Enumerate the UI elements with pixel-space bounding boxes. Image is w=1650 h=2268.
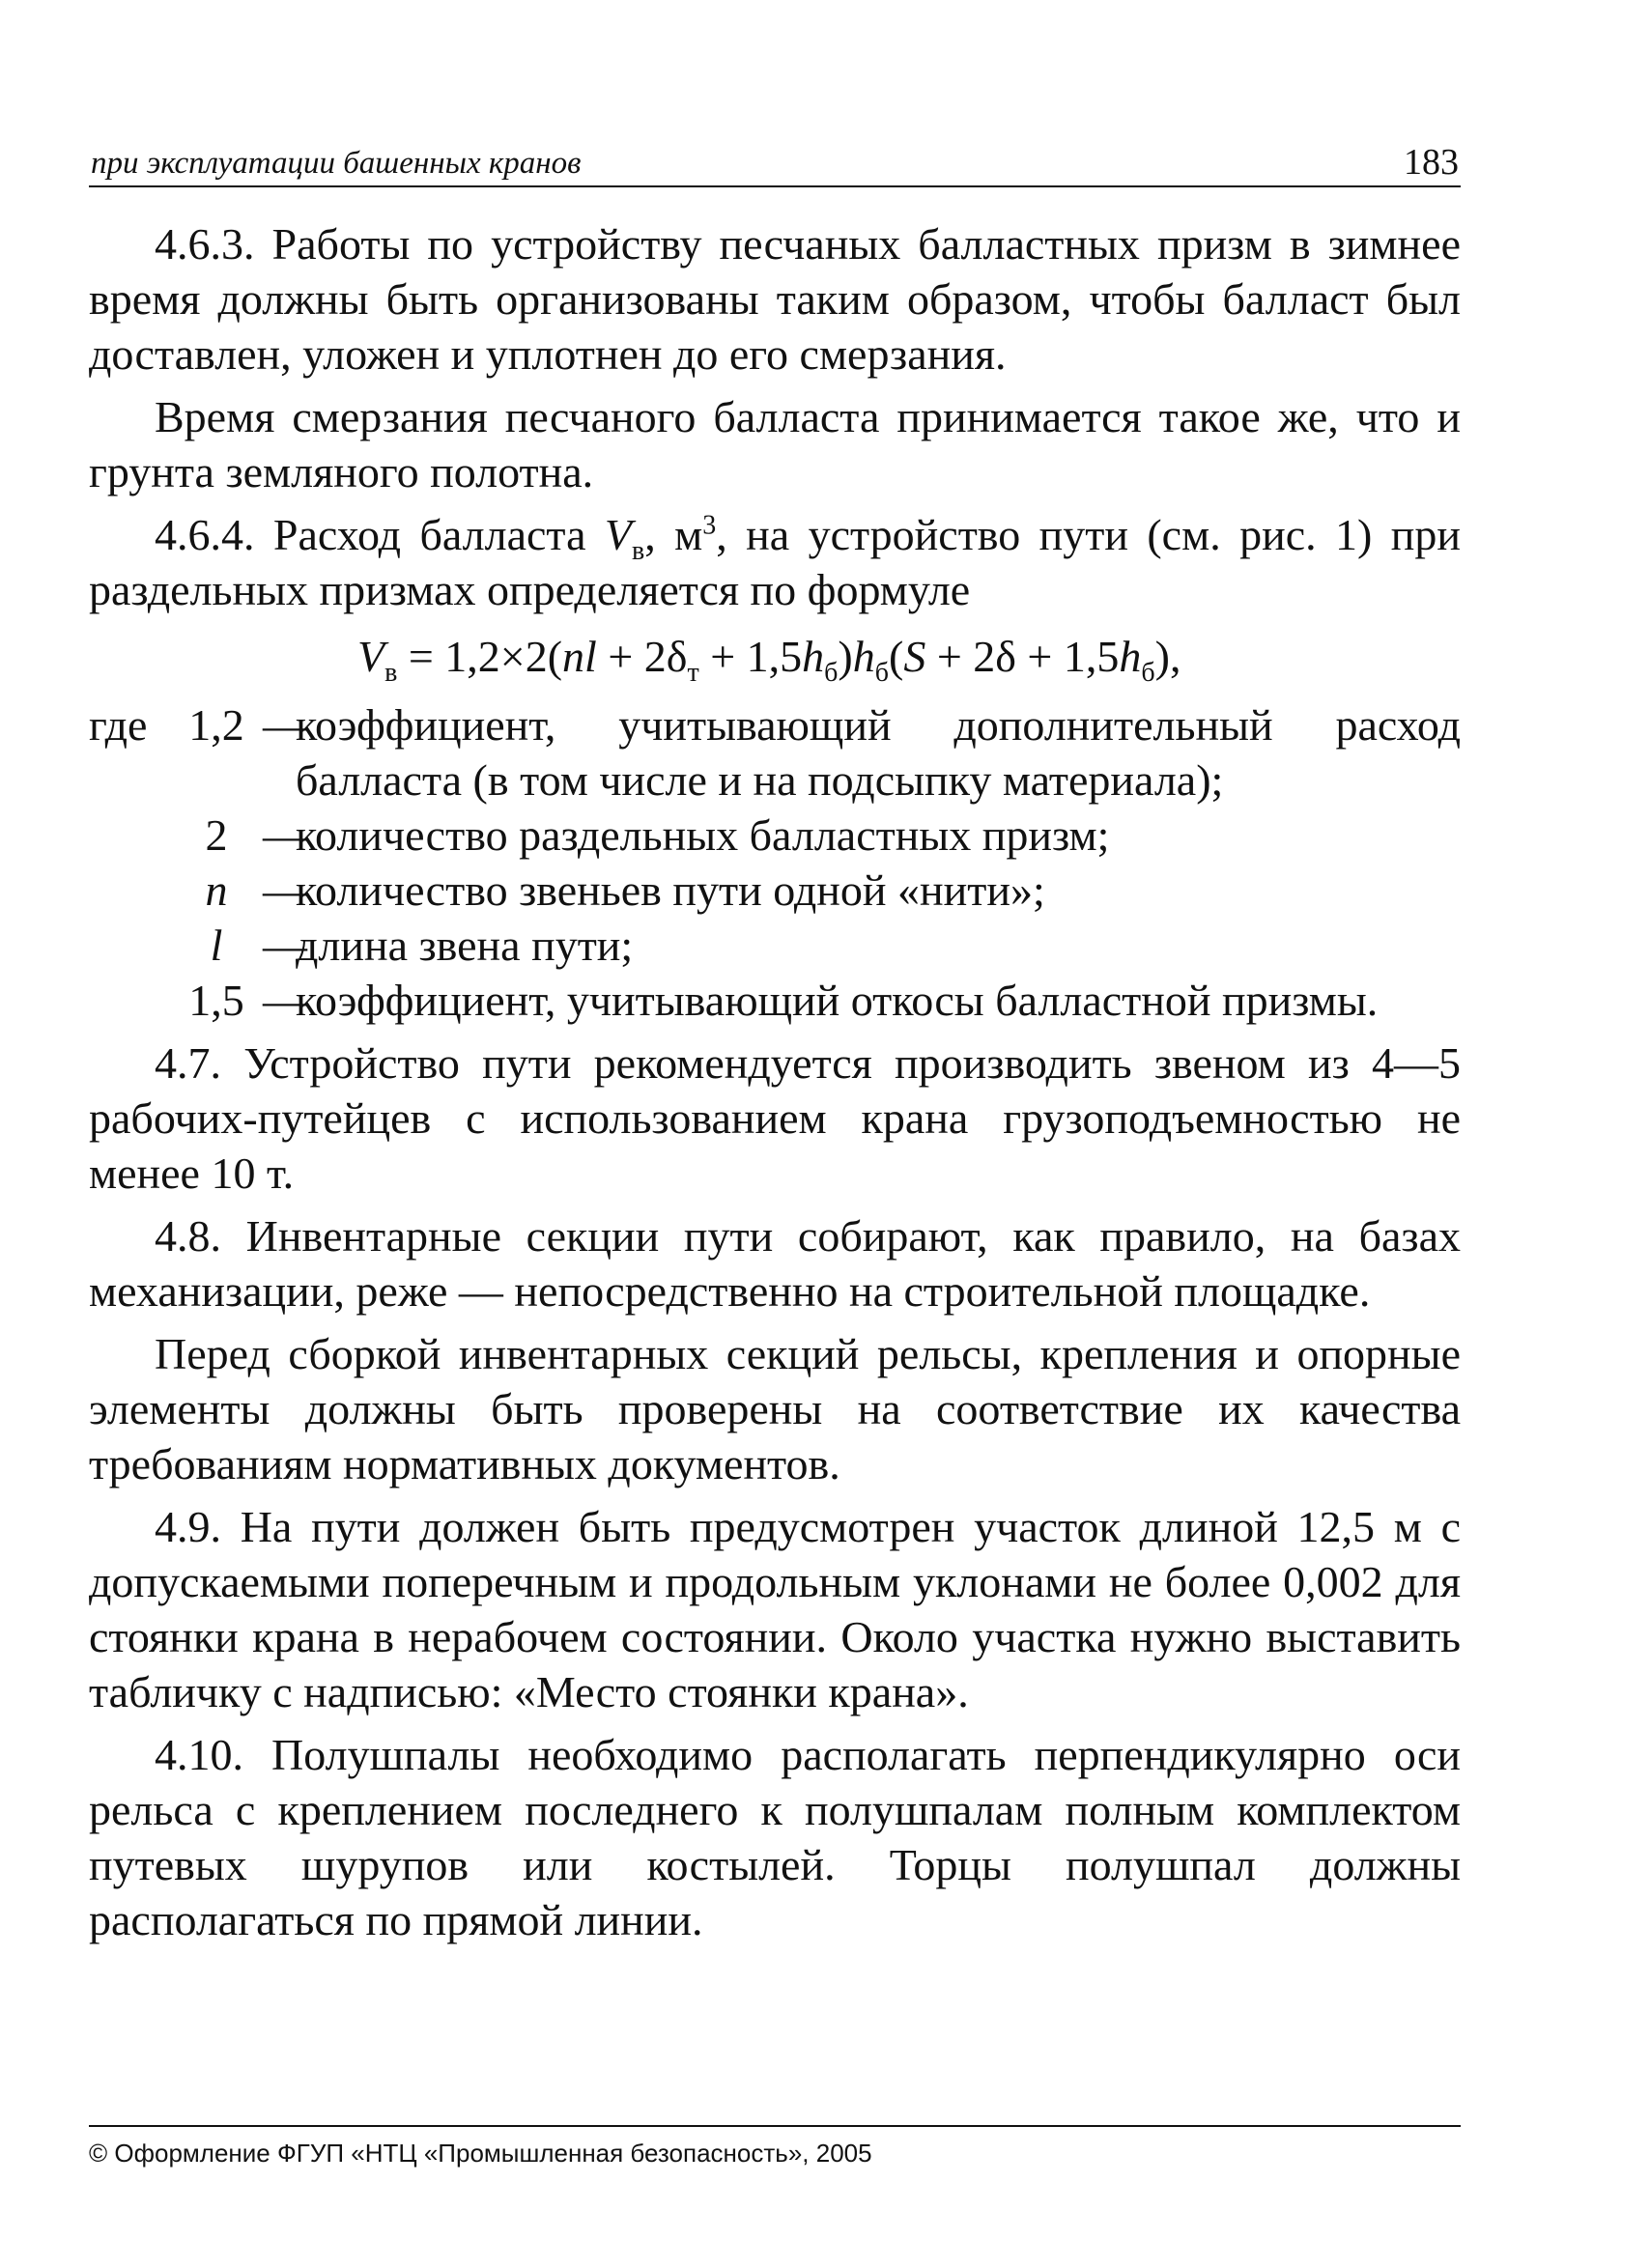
paragraph-4-8: 4.8. Инвентарные секции пути собирают, как правило, на базах механизации, реже — непосредственно на строительной площадке. (89, 1211, 1461, 1316)
definition-symbol: 2 (205, 810, 228, 860)
definition-text: количество звеньев пути одной «нити»; (296, 865, 1045, 915)
definition-item: где 1,2 — коэффициент, учитывающий дополнительный расход балласта (в том числе и на подсыпку материала); (89, 697, 1461, 808)
paragraph-4-6-4: 4.6.4. Расход балласта $V_в$, $м^3$, на устройство пути (см. рис. 1) при раздельных призмах определяется по формуле (89, 510, 1461, 614)
page-body (89, 216, 1461, 1955)
paragraph-4-9: 4.9. На пути должен быть предусмотрен участок длиной 12,5 м с допускаемыми поперечным и продольным уклонами не более 0,002 для стоянки крана в нерабочем состоянии. Около участка нужно выставить табличку с надписью: «Место стоянки крана». (89, 1502, 1461, 1716)
page-header (89, 137, 1461, 187)
definition-item: 2 — количество раздельных балластных призм; (89, 808, 1461, 863)
definition-symbol: l (210, 921, 223, 970)
definition-item: l — длина звена пути; (89, 918, 1461, 973)
paragraph-4-10: 4.10. Полушпалы необходимо располагать перпендикулярно оси рельса с креплением последнего к полушпалам полным комплектом путевых шурупов или костылей. Торцы полушпал должны располагаться по прямой линии. (89, 1730, 1461, 1944)
definition-symbol: n (205, 865, 228, 915)
paragraph-4-6-3: 4.6.3. Работы по устройству песчаных балластных призм в зимнее время должны быть организованы таким образом, чтобы балласт был доставлен, уложен и уплотнен до его смерзания. (89, 219, 1461, 379)
page-number: 183 (1404, 142, 1459, 183)
footer-rule (89, 2125, 1461, 2127)
copyright-footer: © Оформление ФГУП «НТЦ «Промышленная безопасность», 2005 (89, 2139, 872, 2168)
definition-item: n — количество звеньев пути одной «нити»; (89, 863, 1461, 918)
ballast-formula: $V_в = 1,2\times 2(nl + 2\delta_т + 1,5h_б)h_б(S + 2\delta + 1,5h_б)$, (357, 632, 1181, 689)
paragraph-4-7: 4.7. Устройство пути рекомендуется производить звеном из 4—5 рабочих-путейцев с использованием крана грузоподъемностью не менее 10 т. (89, 1038, 1461, 1198)
running-title: при эксплуатации башенных кранов (91, 146, 582, 181)
definition-text: коэффициент, учитывающий дополнительный расход балласта (в том числе и на подсыпку материала); (296, 700, 1461, 805)
definition-text: длина звена пути; (296, 921, 634, 970)
paragraph-freeze-time: Время смерзания песчаного балласта принимается такое же, что и грунта земляного полотна. (89, 392, 1461, 496)
definition-text: коэффициент, учитывающий откосы балластной призмы. (296, 976, 1379, 1025)
where-label: где (89, 700, 148, 750)
definition-symbol: 1,5 (188, 976, 244, 1025)
definition-text: количество раздельных балластных призм; (296, 810, 1110, 860)
definition-item: 1,5 — коэффициент, учитывающий откосы балластной призмы. (89, 973, 1461, 1028)
paragraph-assembly-check: Перед сборкой инвентарных секций рельсы, крепления и опорные элементы должны быть проверены на соответствие их качества требованиям нормативных документов. (89, 1329, 1461, 1488)
definition-symbol: 1,2 (188, 700, 244, 750)
